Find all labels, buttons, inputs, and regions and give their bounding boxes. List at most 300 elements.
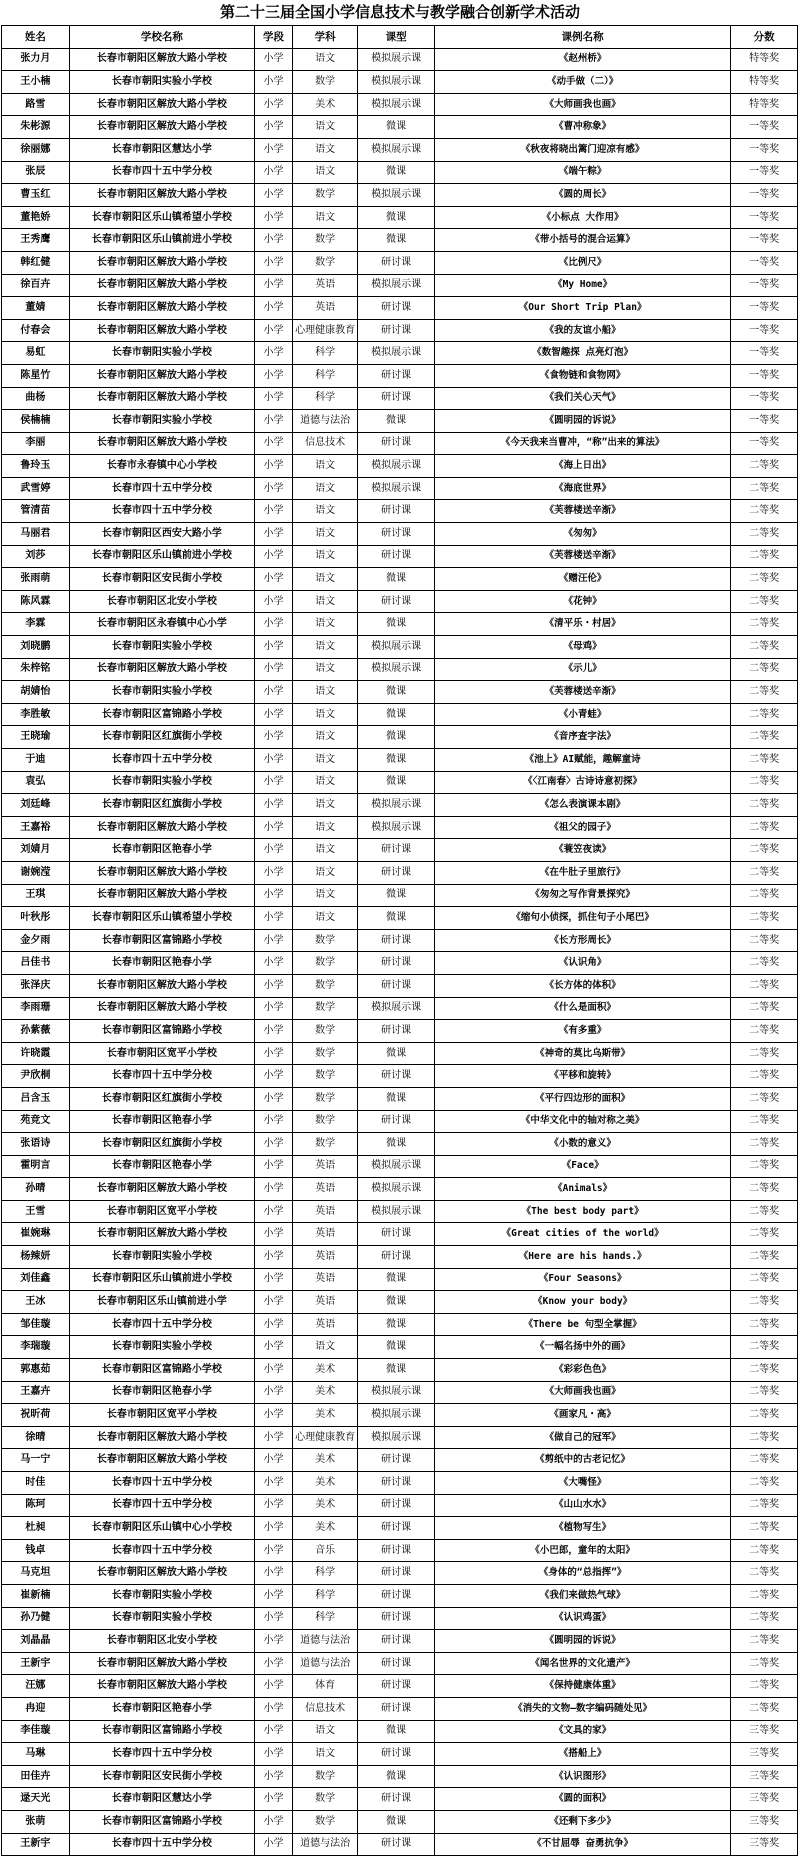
stage-cell: 小学 xyxy=(255,161,293,184)
lesson-title-cell: 《示儿》 xyxy=(434,658,730,681)
lesson-type-cell: 模拟展示课 xyxy=(358,1200,435,1223)
table-row xyxy=(2,1359,798,1382)
name-cell: 金夕雨 xyxy=(2,929,70,952)
subject-cell: 语文 xyxy=(292,545,358,568)
table-row xyxy=(2,839,798,862)
stage-cell: 小学 xyxy=(255,1087,293,1110)
stage-cell: 小学 xyxy=(255,1336,293,1359)
subject-cell: 信息技术 xyxy=(292,432,358,455)
school-cell: 长春市朝阳区解放大路小学校 xyxy=(69,116,254,139)
stage-cell: 小学 xyxy=(255,455,293,478)
subject-cell: 心理健康教育 xyxy=(292,1426,358,1449)
school-cell: 长春市朝阳实验小学校 xyxy=(69,681,254,704)
award-cell: 一等奖 xyxy=(731,432,798,455)
subject-cell: 语文 xyxy=(292,771,358,794)
lesson-title-cell: 《音序查字法》 xyxy=(434,726,730,749)
name-cell: 付春会 xyxy=(2,319,70,342)
lesson-type-cell: 模拟展示课 xyxy=(358,794,435,817)
lesson-title-cell: 《大师画我也画》 xyxy=(434,93,730,116)
subject-cell: 英语 xyxy=(292,1313,358,1336)
award-cell: 二等奖 xyxy=(731,658,798,681)
subject-cell: 数学 xyxy=(292,1065,358,1088)
lesson-title-cell: 《〈江南春〉古诗诗意初探》 xyxy=(434,771,730,794)
name-cell: 陈星竹 xyxy=(2,364,70,387)
award-cell: 二等奖 xyxy=(731,997,798,1020)
name-cell: 钱卓 xyxy=(2,1539,70,1562)
subject-cell: 数学 xyxy=(292,251,358,274)
lesson-type-cell: 模拟展示课 xyxy=(358,1155,435,1178)
school-cell: 长春市朝阳区北安小学校 xyxy=(69,590,254,613)
lesson-type-cell: 研讨课 xyxy=(358,861,435,884)
name-cell: 李雨珊 xyxy=(2,997,70,1020)
lesson-title-cell: 《认识鸡蛋》 xyxy=(434,1607,730,1630)
subject-cell: 语文 xyxy=(292,1743,358,1766)
table-row xyxy=(2,1517,798,1540)
award-cell: 二等奖 xyxy=(731,1517,798,1540)
school-cell: 长春市朝阳区艳春小学 xyxy=(69,1110,254,1133)
name-cell: 孙乃健 xyxy=(2,1607,70,1630)
name-cell: 张泽庆 xyxy=(2,974,70,997)
stage-cell: 小学 xyxy=(255,274,293,297)
table-row xyxy=(2,1833,798,1856)
award-cell: 一等奖 xyxy=(731,410,798,433)
award-cell: 一等奖 xyxy=(731,319,798,342)
award-cell: 二等奖 xyxy=(731,794,798,817)
award-cell: 二等奖 xyxy=(731,1110,798,1133)
award-cell: 二等奖 xyxy=(731,1652,798,1675)
lesson-title-cell: 《曹冲称象》 xyxy=(434,116,730,139)
subject-cell: 语文 xyxy=(292,861,358,884)
stage-cell: 小学 xyxy=(255,410,293,433)
lesson-type-cell: 模拟展示课 xyxy=(358,455,435,478)
lesson-type-cell: 研讨课 xyxy=(358,1788,435,1811)
name-cell: 王小楠 xyxy=(2,71,70,94)
lesson-type-cell: 模拟展示课 xyxy=(358,93,435,116)
school-cell: 长春市朝阳区安民街小学校 xyxy=(69,568,254,591)
school-cell: 长春市朝阳区解放大路小学校 xyxy=(69,1675,254,1698)
lesson-title-cell: 《动手做（二）》 xyxy=(434,71,730,94)
header-award: 分数 xyxy=(731,26,798,49)
subject-cell: 语文 xyxy=(292,455,358,478)
header-lesson-title: 课例名称 xyxy=(434,26,730,49)
lesson-type-cell: 微课 xyxy=(358,1720,435,1743)
school-cell: 长春市四十五中学分校 xyxy=(69,1472,254,1495)
stage-cell: 小学 xyxy=(255,342,293,365)
school-cell: 长春市朝阳区解放大路小学校 xyxy=(69,1562,254,1585)
table-row xyxy=(2,1426,798,1449)
lesson-title-cell: 《芙蓉楼送辛渐》 xyxy=(434,681,730,704)
lesson-title-cell: 《闻名世界的文化遗产》 xyxy=(434,1652,730,1675)
school-cell: 长春市朝阳区富锦路小学校 xyxy=(69,1810,254,1833)
lesson-title-cell: 《Four Seasons》 xyxy=(434,1268,730,1291)
school-cell: 长春市朝阳区乐山镇前进小学校 xyxy=(69,229,254,252)
lesson-title-cell: 《不甘屈辱 奋勇抗争》 xyxy=(434,1833,730,1856)
table-row xyxy=(2,1223,798,1246)
lesson-title-cell: 《秋夜将晓出篱门迎凉有感》 xyxy=(434,138,730,161)
award-cell: 一等奖 xyxy=(731,206,798,229)
table-row xyxy=(2,816,798,839)
lesson-type-cell: 模拟展示课 xyxy=(358,636,435,659)
lesson-type-cell: 模拟展示课 xyxy=(358,1404,435,1427)
name-cell: 徐晴 xyxy=(2,1426,70,1449)
table-row xyxy=(2,364,798,387)
lesson-title-cell: 《身体的“总指挥”》 xyxy=(434,1562,730,1585)
award-cell: 一等奖 xyxy=(731,116,798,139)
school-cell: 长春市朝阳区富锦路小学校 xyxy=(69,929,254,952)
subject-cell: 科学 xyxy=(292,387,358,410)
name-cell: 冉迎 xyxy=(2,1697,70,1720)
lesson-title-cell: 《蓑笠夜读》 xyxy=(434,839,730,862)
stage-cell: 小学 xyxy=(255,1381,293,1404)
stage-cell: 小学 xyxy=(255,229,293,252)
table-row xyxy=(2,1810,798,1833)
lesson-type-cell: 微课 xyxy=(358,161,435,184)
lesson-type-cell: 模拟展示课 xyxy=(358,477,435,500)
subject-cell: 美术 xyxy=(292,1404,358,1427)
subject-cell: 语文 xyxy=(292,816,358,839)
school-cell: 长春市朝阳区解放大路小学校 xyxy=(69,184,254,207)
name-cell: 易虹 xyxy=(2,342,70,365)
table-row xyxy=(2,297,798,320)
subject-cell: 英语 xyxy=(292,1223,358,1246)
lesson-title-cell: 《海底世界》 xyxy=(434,477,730,500)
table-row xyxy=(2,681,798,704)
award-cell: 三等奖 xyxy=(731,1833,798,1856)
lesson-title-cell: 《芙蓉楼送辛渐》 xyxy=(434,545,730,568)
table-row xyxy=(2,1788,798,1811)
name-cell: 杨辣妍 xyxy=(2,1246,70,1269)
subject-cell: 语文 xyxy=(292,568,358,591)
subject-cell: 语文 xyxy=(292,703,358,726)
award-cell: 二等奖 xyxy=(731,1630,798,1653)
lesson-title-cell: 《植物写生》 xyxy=(434,1517,730,1540)
table-row xyxy=(2,952,798,975)
table-row xyxy=(2,1042,798,1065)
school-cell: 长春市朝阳区解放大路小学校 xyxy=(69,884,254,907)
school-cell: 长春市朝阳区解放大路小学校 xyxy=(69,997,254,1020)
table-row xyxy=(2,1584,798,1607)
table-row xyxy=(2,251,798,274)
lesson-title-cell: 《中华文化中的轴对称之美》 xyxy=(434,1110,730,1133)
table-row xyxy=(2,206,798,229)
award-cell: 一等奖 xyxy=(731,274,798,297)
school-cell: 长春市四十五中学分校 xyxy=(69,1539,254,1562)
name-cell: 袁弘 xyxy=(2,771,70,794)
lesson-type-cell: 微课 xyxy=(358,613,435,636)
table-row xyxy=(2,997,798,1020)
name-cell: 王秀鹰 xyxy=(2,229,70,252)
stage-cell: 小学 xyxy=(255,251,293,274)
name-cell: 霍明言 xyxy=(2,1155,70,1178)
lesson-title-cell: 《大嘴怪》 xyxy=(434,1472,730,1495)
award-cell: 二等奖 xyxy=(731,749,798,772)
table-body xyxy=(2,48,798,1856)
lesson-type-cell: 模拟展示课 xyxy=(358,997,435,1020)
subject-cell: 数学 xyxy=(292,952,358,975)
stage-cell: 小学 xyxy=(255,1517,293,1540)
award-cell: 一等奖 xyxy=(731,297,798,320)
subject-cell: 数学 xyxy=(292,71,358,94)
lesson-type-cell: 模拟展示课 xyxy=(358,71,435,94)
school-cell: 长春市朝阳区乐山镇希望小学校 xyxy=(69,907,254,930)
lesson-title-cell: 《There be 句型全掌握》 xyxy=(434,1313,730,1336)
school-cell: 长春市朝阳实验小学校 xyxy=(69,342,254,365)
subject-cell: 语文 xyxy=(292,161,358,184)
table-row xyxy=(2,1652,798,1675)
school-cell: 长春市永春镇中心小学校 xyxy=(69,455,254,478)
stage-cell: 小学 xyxy=(255,1494,293,1517)
school-cell: 长春市四十五中学分校 xyxy=(69,1743,254,1766)
table-row xyxy=(2,568,798,591)
subject-cell: 语文 xyxy=(292,138,358,161)
name-cell: 王雪 xyxy=(2,1200,70,1223)
subject-cell: 英语 xyxy=(292,1155,358,1178)
name-cell: 吕含玉 xyxy=(2,1087,70,1110)
name-cell: 董婧 xyxy=(2,297,70,320)
lesson-type-cell: 微课 xyxy=(358,1336,435,1359)
table-row xyxy=(2,319,798,342)
school-cell: 长春市朝阳区富锦路小学校 xyxy=(69,1359,254,1382)
award-cell: 二等奖 xyxy=(731,477,798,500)
lesson-type-cell: 微课 xyxy=(358,206,435,229)
name-cell: 张萌 xyxy=(2,1810,70,1833)
school-cell: 长春市朝阳区解放大路小学校 xyxy=(69,251,254,274)
stage-cell: 小学 xyxy=(255,1607,293,1630)
name-cell: 吕佳书 xyxy=(2,952,70,975)
subject-cell: 数学 xyxy=(292,1133,358,1156)
subject-cell: 语文 xyxy=(292,500,358,523)
school-cell: 长春市朝阳实验小学校 xyxy=(69,1336,254,1359)
lesson-title-cell: 《圆的周长》 xyxy=(434,184,730,207)
lesson-type-cell: 研讨课 xyxy=(358,1539,435,1562)
header-school: 学校名称 xyxy=(69,26,254,49)
subject-cell: 美术 xyxy=(292,1517,358,1540)
stage-cell: 小学 xyxy=(255,477,293,500)
subject-cell: 数学 xyxy=(292,1020,358,1043)
table-row xyxy=(2,48,798,71)
lesson-type-cell: 微课 xyxy=(358,1291,435,1314)
subject-cell: 语文 xyxy=(292,658,358,681)
award-cell: 二等奖 xyxy=(731,1426,798,1449)
stage-cell: 小学 xyxy=(255,1404,293,1427)
lesson-type-cell: 模拟展示课 xyxy=(358,1381,435,1404)
lesson-title-cell: 《端午粽》 xyxy=(434,161,730,184)
stage-cell: 小学 xyxy=(255,116,293,139)
award-cell: 二等奖 xyxy=(731,613,798,636)
stage-cell: 小学 xyxy=(255,71,293,94)
school-cell: 长春市朝阳区艳春小学 xyxy=(69,839,254,862)
stage-cell: 小学 xyxy=(255,1472,293,1495)
subject-cell: 数学 xyxy=(292,974,358,997)
name-cell: 刘婧月 xyxy=(2,839,70,862)
lesson-title-cell: 《今天我来当曹冲，“称”出来的算法》 xyxy=(434,432,730,455)
table-row xyxy=(2,1562,798,1585)
table-row xyxy=(2,71,798,94)
lesson-title-cell: 《小数的意义》 xyxy=(434,1133,730,1156)
school-cell: 长春市四十五中学分校 xyxy=(69,477,254,500)
table-row xyxy=(2,229,798,252)
subject-cell: 音乐 xyxy=(292,1539,358,1562)
stage-cell: 小学 xyxy=(255,523,293,546)
stage-cell: 小学 xyxy=(255,1652,293,1675)
stage-cell: 小学 xyxy=(255,861,293,884)
table-row xyxy=(2,545,798,568)
table-row xyxy=(2,1765,798,1788)
name-cell: 崔新楠 xyxy=(2,1584,70,1607)
lesson-title-cell: 《数智趣探 点亮灯泡》 xyxy=(434,342,730,365)
subject-cell: 语文 xyxy=(292,726,358,749)
name-cell: 李瑞璇 xyxy=(2,1336,70,1359)
table-row xyxy=(2,1178,798,1201)
stage-cell: 小学 xyxy=(255,997,293,1020)
table-row xyxy=(2,1155,798,1178)
lesson-title-cell: 《带小括号的混合运算》 xyxy=(434,229,730,252)
table-row xyxy=(2,342,798,365)
lesson-type-cell: 模拟展示课 xyxy=(358,1178,435,1201)
stage-cell: 小学 xyxy=(255,1200,293,1223)
name-cell: 李丽 xyxy=(2,432,70,455)
lesson-title-cell: 《彩彩色色》 xyxy=(434,1359,730,1382)
stage-cell: 小学 xyxy=(255,432,293,455)
table-row xyxy=(2,1720,798,1743)
school-cell: 长春市朝阳区宽平小学校 xyxy=(69,1200,254,1223)
stage-cell: 小学 xyxy=(255,184,293,207)
subject-cell: 科学 xyxy=(292,342,358,365)
name-cell: 郭惠茹 xyxy=(2,1359,70,1382)
lesson-type-cell: 模拟展示课 xyxy=(358,1426,435,1449)
stage-cell: 小学 xyxy=(255,93,293,116)
name-cell: 徐丽娜 xyxy=(2,138,70,161)
stage-cell: 小学 xyxy=(255,771,293,794)
lesson-title-cell: 《剪纸中的古老记忆》 xyxy=(434,1449,730,1472)
subject-cell: 科学 xyxy=(292,1584,358,1607)
lesson-title-cell: 《怎么表演课本剧》 xyxy=(434,794,730,817)
lesson-title-cell: 《长方体的体积》 xyxy=(434,974,730,997)
subject-cell: 数学 xyxy=(292,184,358,207)
award-cell: 三等奖 xyxy=(731,1810,798,1833)
subject-cell: 数学 xyxy=(292,1110,358,1133)
lesson-title-cell: 《在牛肚子里旅行》 xyxy=(434,861,730,884)
lesson-type-cell: 微课 xyxy=(358,884,435,907)
lesson-title-cell: 《什么是面积》 xyxy=(434,997,730,1020)
name-cell: 孙紫薇 xyxy=(2,1020,70,1043)
lesson-title-cell: 《Our Short Trip Plan》 xyxy=(434,297,730,320)
name-cell: 时佳 xyxy=(2,1472,70,1495)
name-cell: 王嘉裕 xyxy=(2,816,70,839)
lesson-title-cell: 《圆明园的诉说》 xyxy=(434,410,730,433)
name-cell: 朱彬源 xyxy=(2,116,70,139)
school-cell: 长春市朝阳区解放大路小学校 xyxy=(69,861,254,884)
document-title: 第二十三届全国小学信息技术与教学融合创新学术活动 xyxy=(219,3,580,21)
table-row xyxy=(2,771,798,794)
name-cell: 王晓瑜 xyxy=(2,726,70,749)
award-cell: 二等奖 xyxy=(731,1133,798,1156)
award-cell: 二等奖 xyxy=(731,523,798,546)
school-cell: 长春市朝阳区解放大路小学校 xyxy=(69,319,254,342)
school-cell: 长春市朝阳实验小学校 xyxy=(69,1584,254,1607)
table-row xyxy=(2,794,798,817)
award-cell: 二等奖 xyxy=(731,1268,798,1291)
subject-cell: 心理健康教育 xyxy=(292,319,358,342)
subject-cell: 科学 xyxy=(292,1562,358,1585)
lesson-type-cell: 研讨课 xyxy=(358,1065,435,1088)
stage-cell: 小学 xyxy=(255,658,293,681)
school-cell: 长春市朝阳区乐山镇希望小学校 xyxy=(69,206,254,229)
award-cell: 二等奖 xyxy=(731,1472,798,1495)
award-cell: 二等奖 xyxy=(731,545,798,568)
stage-cell: 小学 xyxy=(255,1765,293,1788)
name-cell: 刘廷峰 xyxy=(2,794,70,817)
name-cell: 陈珂 xyxy=(2,1494,70,1517)
lesson-title-cell: 《我们关心天气》 xyxy=(434,387,730,410)
award-cell: 二等奖 xyxy=(731,1697,798,1720)
lesson-title-cell: 《一幅名扬中外的画》 xyxy=(434,1336,730,1359)
award-cell: 二等奖 xyxy=(731,1178,798,1201)
lesson-type-cell: 微课 xyxy=(358,1133,435,1156)
lesson-type-cell: 微课 xyxy=(358,749,435,772)
school-cell: 长春市朝阳区乐山镇中心小学校 xyxy=(69,1517,254,1540)
stage-cell: 小学 xyxy=(255,1065,293,1088)
stage-cell: 小学 xyxy=(255,1291,293,1314)
table-row xyxy=(2,1200,798,1223)
name-cell: 徐百卉 xyxy=(2,274,70,297)
table-row xyxy=(2,1381,798,1404)
name-cell: 侯楠楠 xyxy=(2,410,70,433)
lesson-title-cell: 《认识图形》 xyxy=(434,1765,730,1788)
subject-cell: 英语 xyxy=(292,274,358,297)
lesson-type-cell: 模拟展示课 xyxy=(358,274,435,297)
stage-cell: 小学 xyxy=(255,1720,293,1743)
lesson-type-cell: 研讨课 xyxy=(358,929,435,952)
subject-cell: 语文 xyxy=(292,749,358,772)
award-cell: 二等奖 xyxy=(731,1381,798,1404)
lesson-type-cell: 模拟展示课 xyxy=(358,816,435,839)
subject-cell: 美术 xyxy=(292,1359,358,1382)
award-cell: 二等奖 xyxy=(731,568,798,591)
lesson-title-cell: 《小青蛙》 xyxy=(434,703,730,726)
stage-cell: 小学 xyxy=(255,1810,293,1833)
table-row xyxy=(2,1065,798,1088)
stage-cell: 小学 xyxy=(255,1155,293,1178)
subject-cell: 数学 xyxy=(292,1788,358,1811)
name-cell: 汪娜 xyxy=(2,1675,70,1698)
subject-cell: 数学 xyxy=(292,1042,358,1065)
subject-cell: 语文 xyxy=(292,1720,358,1743)
lesson-type-cell: 研讨课 xyxy=(358,1652,435,1675)
lesson-title-cell: 《清平乐・村居》 xyxy=(434,613,730,636)
award-cell: 二等奖 xyxy=(731,1155,798,1178)
award-cell: 特等奖 xyxy=(731,93,798,116)
lesson-title-cell: 《祖父的园子》 xyxy=(434,816,730,839)
school-cell: 长春市朝阳区解放大路小学校 xyxy=(69,974,254,997)
school-cell: 长春市朝阳区富锦路小学校 xyxy=(69,703,254,726)
name-cell: 许晓霞 xyxy=(2,1042,70,1065)
award-cell: 一等奖 xyxy=(731,184,798,207)
lesson-title-cell: 《食物链和食物网》 xyxy=(434,364,730,387)
stage-cell: 小学 xyxy=(255,1743,293,1766)
name-cell: 逯天光 xyxy=(2,1788,70,1811)
stage-cell: 小学 xyxy=(255,1178,293,1201)
school-cell: 长春市朝阳区富锦路小学校 xyxy=(69,1720,254,1743)
table-row xyxy=(2,138,798,161)
subject-cell: 科学 xyxy=(292,364,358,387)
lesson-title-cell: 《花钟》 xyxy=(434,590,730,613)
lesson-type-cell: 微课 xyxy=(358,681,435,704)
lesson-type-cell: 研讨课 xyxy=(358,432,435,455)
table-row xyxy=(2,1607,798,1630)
header-lesson-type: 课型 xyxy=(358,26,435,49)
stage-cell: 小学 xyxy=(255,387,293,410)
